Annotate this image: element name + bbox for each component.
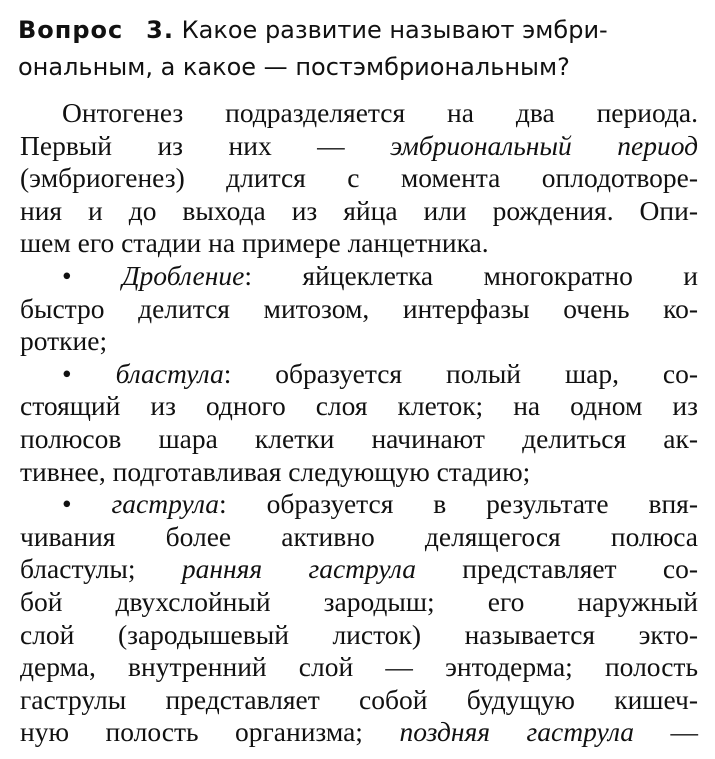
question-heading-line-2 xyxy=(18,49,698,85)
text-segment: дерма, внутренний слой — энтодерма; полость xyxy=(20,651,698,683)
text-segment: : образуется полый шар, со- xyxy=(223,357,698,389)
text-segment: • xyxy=(62,260,123,291)
text-segment: слой (зародышевый листок) называется экто- xyxy=(20,618,698,650)
text-segment: Первый из них — xyxy=(20,129,391,161)
text-line xyxy=(62,487,698,521)
italic-term: бластула xyxy=(115,357,224,389)
text-line xyxy=(20,324,698,358)
question-number: 3. xyxy=(146,16,174,44)
text-segment: тивнее, подготавливая следующую стадию; xyxy=(20,455,531,487)
text-segment: гаструлы представляет собой будущую кишеч- xyxy=(20,683,698,715)
text-segment: — xyxy=(634,716,698,748)
italic-term: эмбриональный период xyxy=(390,129,698,161)
text-line xyxy=(20,161,698,195)
text-segment: : образуется в результате впя- xyxy=(219,488,698,520)
text-segment: стоящий из одного слоя клеток; на одном из xyxy=(20,390,698,422)
text-line xyxy=(20,715,698,749)
text-segment: быстро делится митозом, интерфазы очень ко- xyxy=(20,292,698,324)
text-line xyxy=(20,292,698,326)
text-line xyxy=(62,259,698,293)
text-line xyxy=(20,194,698,228)
text-segment: Онтогенез подразделяется на два периода. xyxy=(62,97,698,128)
text-segment: бой двухслойный зародыш; его наружный xyxy=(20,586,698,617)
text-segment: • xyxy=(62,357,116,389)
italic-term: Дробление xyxy=(122,260,245,291)
text-segment: ния и до выхода из яйца или рождения. Опи- xyxy=(20,194,698,226)
text-segment: представляет со- xyxy=(415,553,699,585)
text-segment: чивания более активно делящегося полюса xyxy=(20,520,698,552)
italic-term: ранняя гаструла xyxy=(181,553,416,585)
question-text-line: Какое развитие называют эмбри- xyxy=(181,16,608,44)
text-line xyxy=(20,552,698,586)
text-segment: бластулы; xyxy=(20,553,182,585)
text-line xyxy=(62,96,698,130)
text-segment: • xyxy=(62,488,112,520)
text-segment: полюсов шара клетки начинают делиться ак- xyxy=(20,423,698,454)
text-line xyxy=(20,455,698,489)
italic-term: поздняя гаструла xyxy=(399,716,635,748)
text-segment: : яйцеклетка многократно и xyxy=(244,260,698,291)
question-heading xyxy=(18,12,698,48)
text-line xyxy=(20,520,698,554)
question-label: Вопрос xyxy=(18,16,124,44)
text-segment: (эмбриогенез) длится с момента оплодотворе- xyxy=(20,162,698,194)
text-segment: роткие; xyxy=(20,325,108,357)
text-line xyxy=(20,226,698,260)
question-text-line: ональным, а какое — постэмбриональным? xyxy=(18,53,570,81)
text-line xyxy=(62,357,698,391)
text-line xyxy=(20,683,698,717)
text-line xyxy=(20,585,698,619)
text-line xyxy=(20,422,698,456)
italic-term: гаструла xyxy=(111,488,220,520)
text-line xyxy=(20,618,698,652)
text-line xyxy=(20,389,698,423)
text-segment: шем его стадии на примере ланцетника. xyxy=(20,227,489,259)
text-line xyxy=(20,650,698,684)
text-segment: ную полость организма; xyxy=(20,716,400,748)
text-line xyxy=(20,129,698,163)
